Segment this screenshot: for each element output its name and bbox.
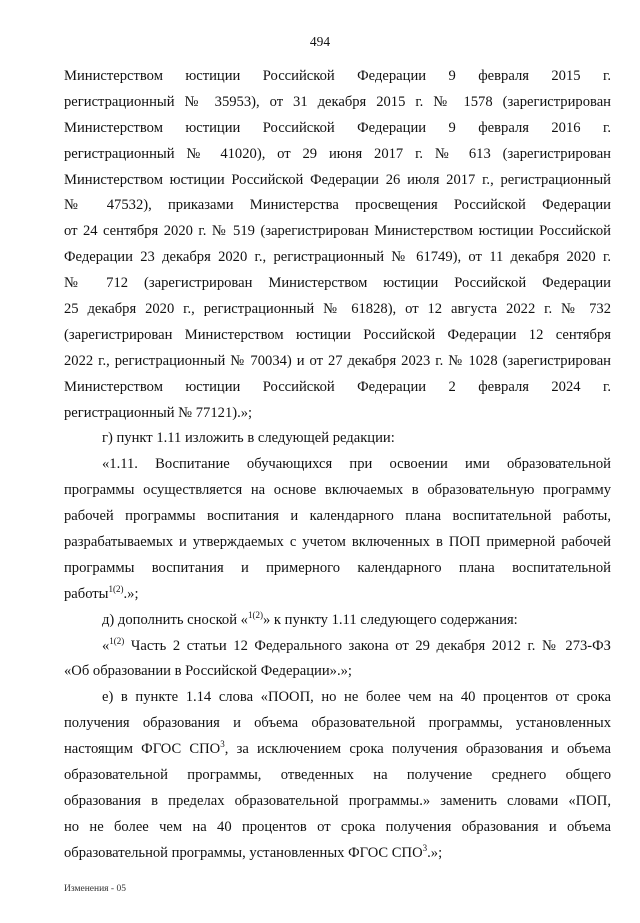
footnote-mark: 1(2)	[108, 583, 124, 594]
text-segment: , за исключением срока получения образования и объема	[224, 741, 611, 758]
text-line	[64, 64, 611, 90]
text-segment: но не более чем на 40 процентов от срока получения образования и объема	[64, 818, 611, 835]
text-segment: 2022 г., регистрационный № 70034) и от 27 декабря 2023 г. № 1028 (зарегистрирован	[64, 352, 611, 369]
text-line	[64, 659, 611, 685]
text-line	[64, 219, 611, 245]
text-segment: г) пункт 1.11 изложить в следующей редакции:	[102, 430, 395, 447]
text-line	[64, 271, 611, 297]
text-segment: «1.11. Воспитание обучающихся при освоении ими образовательной	[102, 456, 611, 473]
text-segment: образования в пределах образовательной программы.» заменить словами «ПОП,	[64, 792, 611, 809]
text-segment: 25 декабря 2020 г., регистрационный № 61828), от 12 августа 2022 г. № 732	[64, 301, 611, 318]
text-segment: регистрационный № 41020), от 29 июня 2017 г. № 613 (зарегистрирован	[64, 145, 611, 162]
text-segment: разрабатываемых и утверждаемых с учетом включенных в ПОП примерной рабочей	[64, 534, 611, 551]
text-line	[64, 841, 611, 867]
text-segment: (зарегистрирован Министерством юстиции Российской Федерации 12 сентября	[64, 326, 611, 343]
text-line	[64, 478, 611, 504]
text-line	[64, 789, 611, 815]
text-segment: е) в пункте 1.14 слова «ПООП, но не более чем на 40 процентов от срока	[102, 689, 611, 706]
text-segment: Министерством юстиции Российской Федерации 9 февраля 2015 г.	[64, 68, 611, 84]
text-line	[64, 582, 611, 608]
text-segment: .»;	[427, 844, 443, 861]
text-line	[64, 323, 611, 349]
text-segment: работы	[64, 585, 109, 602]
text-segment: «Об образовании в Российской Федерации».»;	[64, 663, 352, 680]
text-segment: д) дополнить сноской «	[102, 611, 248, 628]
text-line	[64, 401, 611, 427]
text-segment: образовательной программы, отведенных на получение среднего общего	[64, 767, 611, 784]
text-line	[64, 142, 611, 168]
page-number: 494	[309, 34, 331, 49]
text-segment: рабочей программы воспитания и календарного плана воспитательной работы,	[64, 508, 611, 525]
text-line	[64, 349, 611, 375]
text-segment: программы осуществляется на основе включаемых в образовательную программу	[64, 482, 611, 499]
text-line	[64, 530, 611, 556]
text-line	[64, 297, 611, 323]
text-segment: » к пункту 1.11 следующего содержания:	[262, 611, 518, 628]
text-segment: .»;	[123, 585, 139, 602]
text-segment: № 712 (зарегистрирован Министерством юстиции Российской Федерации	[64, 275, 611, 292]
text-line	[64, 737, 611, 763]
text-line	[64, 193, 611, 219]
text-segment: «	[102, 637, 110, 654]
text-line	[64, 711, 611, 737]
text-segment: № 47532), приказами Министерства просвещения Российской Федерации	[64, 197, 611, 214]
text-line	[64, 426, 611, 452]
text-segment: Министерством юстиции Российской Федерации 9 февраля 2016 г.	[64, 119, 611, 136]
text-segment: образовательной программы, установленных ФГОС СПО	[64, 844, 423, 861]
footnote-mark: 1(2)	[247, 609, 263, 620]
text-line	[64, 815, 611, 841]
text-line	[64, 608, 611, 634]
text-line	[64, 245, 611, 271]
footnote-mark: 1(2)	[109, 635, 125, 646]
text-line	[64, 556, 611, 582]
text-segment: получения образования и объема образовательной программы, установленных	[64, 715, 611, 732]
text-line	[64, 504, 611, 530]
text-segment: Министерством юстиции Российской Федерации 26 июля 2017 г., регистрационный	[64, 171, 611, 188]
footnote-mark: 3	[422, 842, 428, 853]
text-line	[64, 375, 611, 401]
text-segment: программы воспитания и примерного календарного плана воспитательной	[64, 559, 611, 576]
text-line	[64, 90, 611, 116]
text-line	[64, 116, 611, 142]
footer-note: Изменения - 05	[64, 884, 126, 894]
footnote-mark: 3	[220, 739, 225, 750]
text-line	[64, 634, 611, 660]
text-segment: от 24 сентября 2020 г. № 519 (зарегистрирован Министерством юстиции Российской	[64, 223, 611, 240]
text-line	[64, 763, 611, 789]
text-line	[64, 452, 611, 478]
text-segment: Федерации 23 декабря 2020 г., регистрационный № 61749), от 11 декабря 2020 г.	[64, 249, 611, 266]
text-line	[64, 168, 611, 194]
text-segment: регистрационный № 35953), от 31 декабря 2015 г. № 1578 (зарегистрирован	[64, 93, 611, 110]
body-text	[64, 64, 611, 867]
text-line	[64, 685, 611, 711]
text-segment: Часть 2 статьи 12 Федерального закона от 29 декабря 2012 г. № 273-ФЗ	[124, 637, 611, 654]
text-segment: настоящим ФГОС СПО	[64, 741, 221, 758]
text-segment: Министерством юстиции Российской Федерации 2 февраля 2024 г.	[64, 378, 611, 395]
text-segment: регистрационный № 77121).»;	[64, 404, 253, 421]
